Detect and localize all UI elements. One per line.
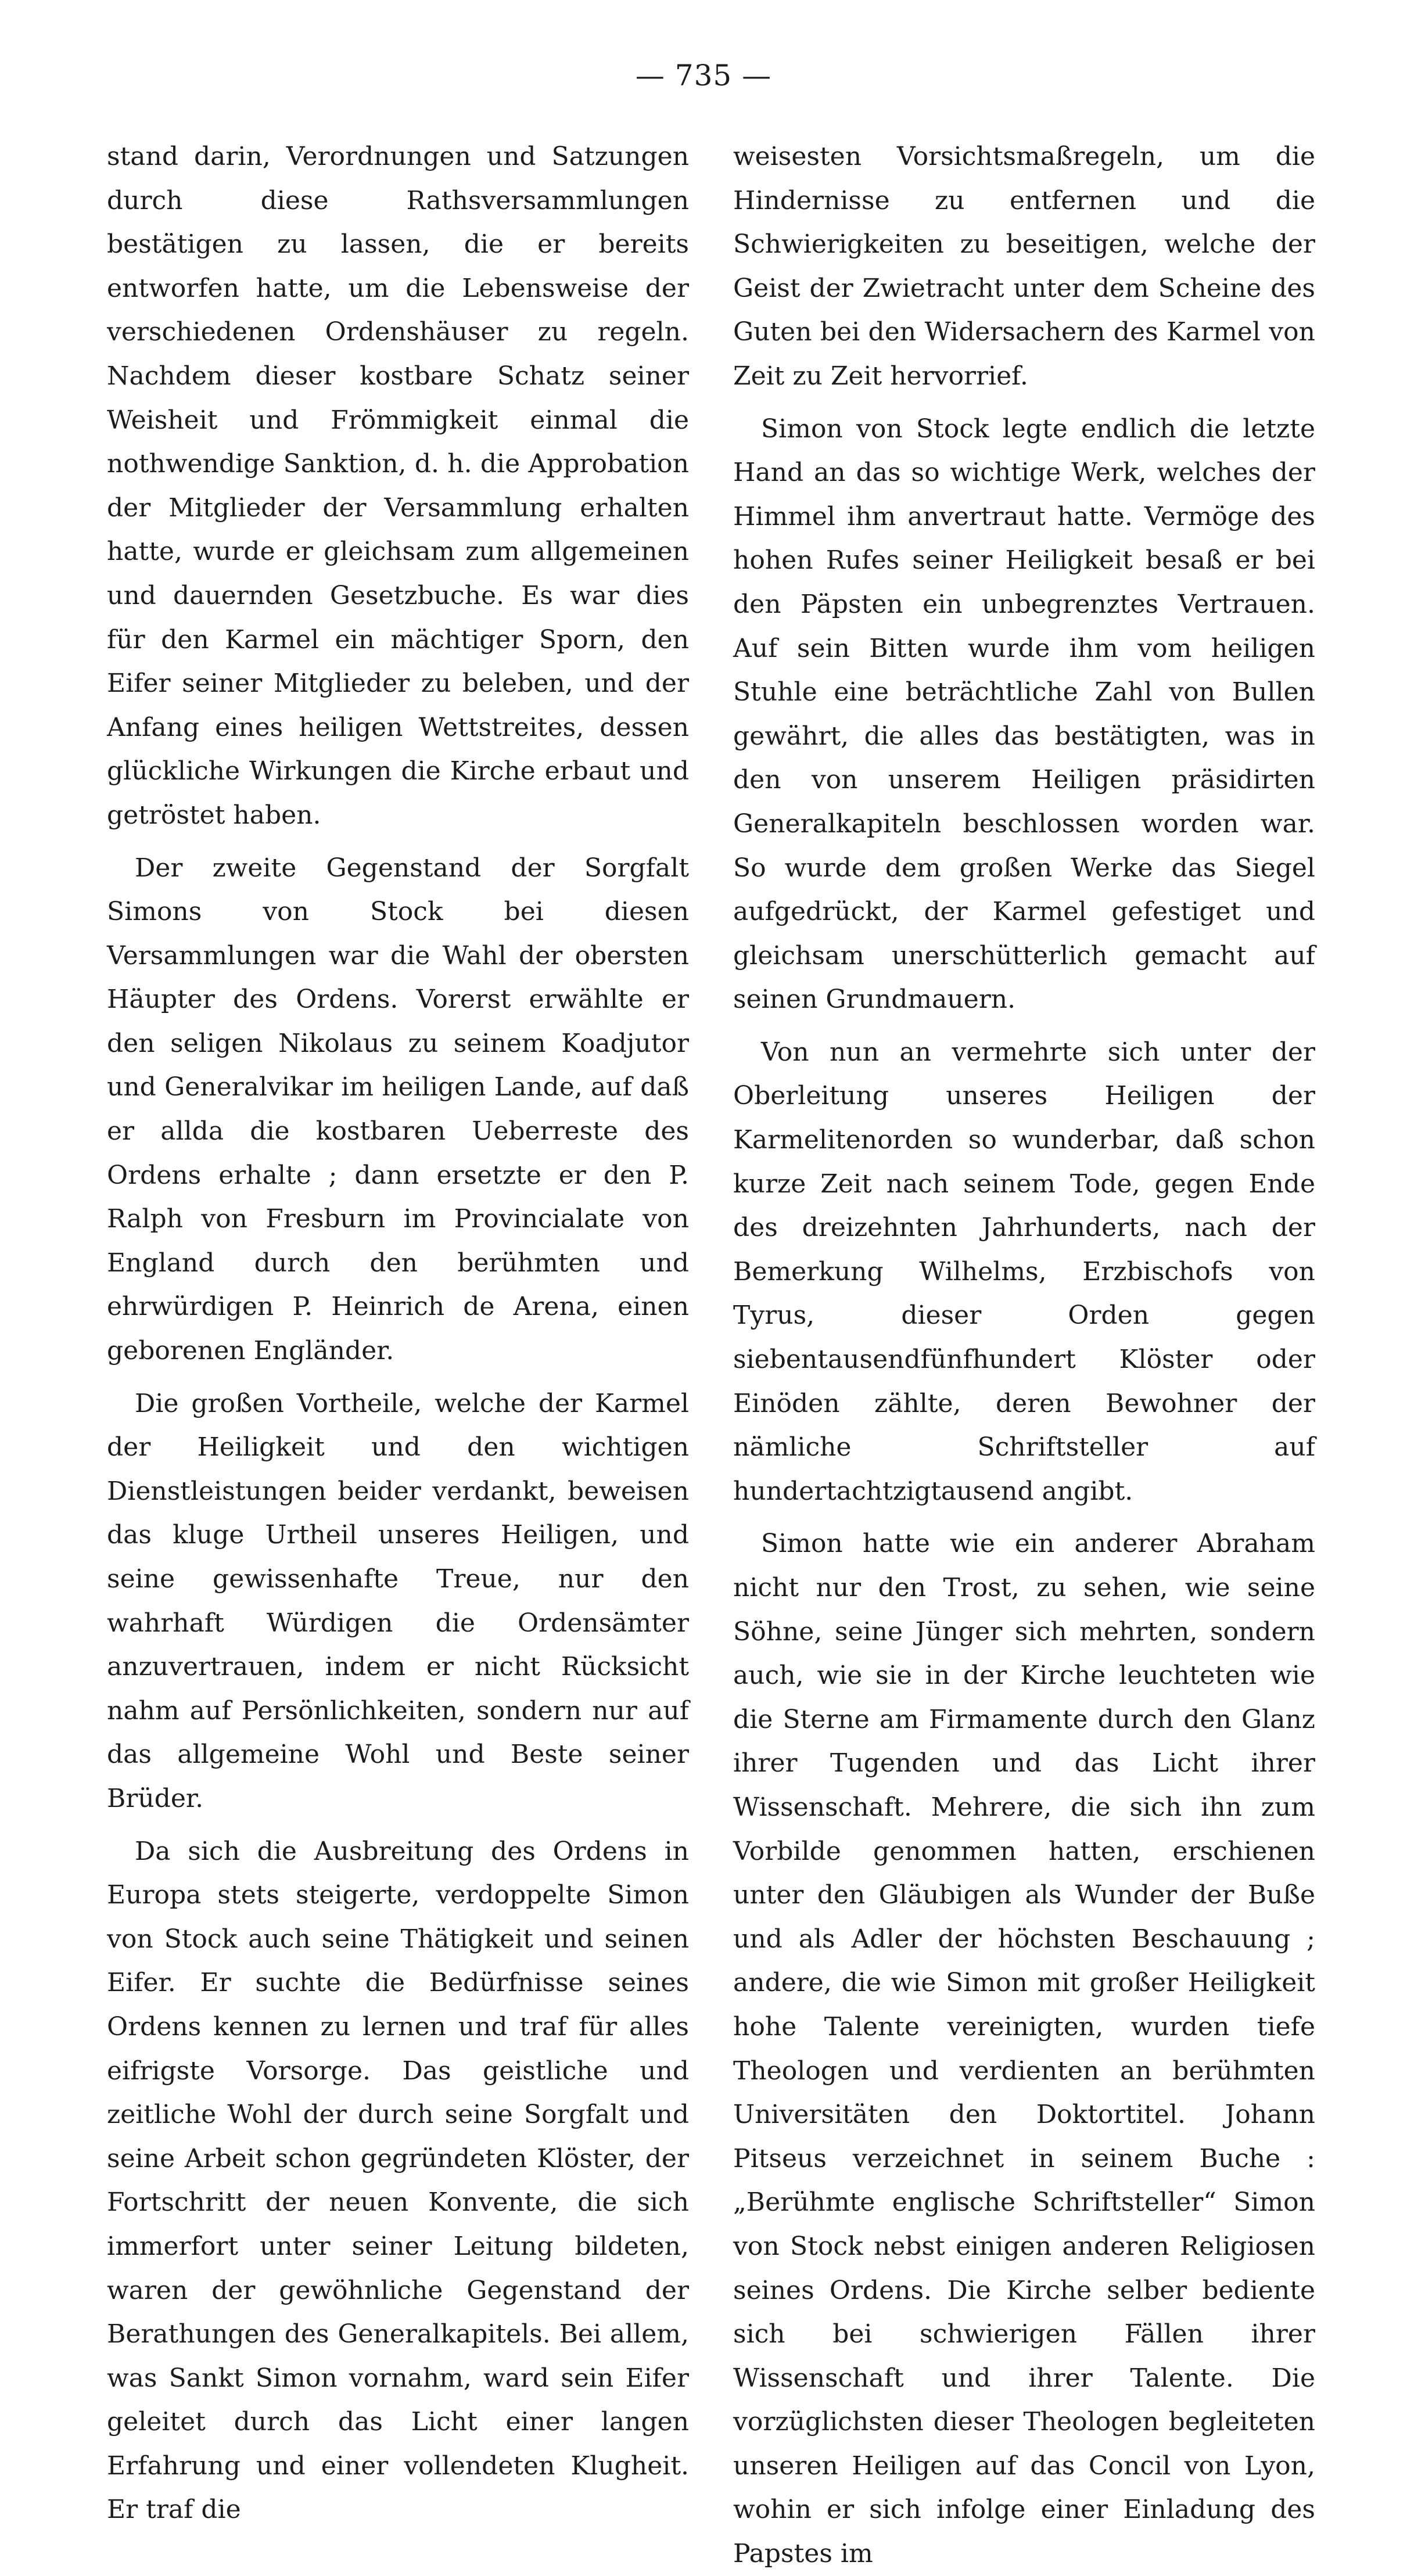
page-number: — 735 — <box>635 59 772 92</box>
paragraph: weisesten Vorsichtsmaßregeln, um die Hindernisse zu entfernen und die Schwierigkeiten zu beseitigen, welche der Geist der Zwietracht unter dem Scheine des Guten bei den Widersachern des Karmel von Zeit zu Zeit hervorrief. <box>733 142 1315 391</box>
paragraph: Der zweite Gegenstand der Sorgfalt Simons von Stock bei diesen Versammlungen war die Wahl der obersten Häupter des Ordens. Vorerst erwählte er den seligen Nikolaus zu seinem Koadjutor und Generalvikar im heiligen Lande, auf daß er allda die kostbaren Ueberreste des Ordens erhalte ; dann ersetzte er den P. Ralph von Fresburn im Provincialate von England durch den berühmten und ehrwürdigen P. Heinrich de Arena, einen geborenen Engländer. <box>107 853 689 1366</box>
paragraph: Da sich die Ausbreitung des Ordens in Europa stets steigerte, verdoppelte Simon von Stock auch seine Thätigkeit und seinen Eifer. Er suchte die Bedürfnisse seines Ordens kennen zu lernen und traf für alles eifrigste Vorsorge. Das geistliche und zeitliche Wohl der durch seine Sorgfalt und seine Arbeit schon gegründeten Klöster, der Fortschritt der neuen Konvente, die sich immerfort unter seiner Leitung bildeten, waren der gewöhnliche Gegenstand der Berathungen des Generalkapitels. Bei allem, was Sankt Simon vornahm, ward sein Eifer geleitet durch das Licht einer langen Erfahrung und einer vollendeten Klugheit. Er traf die <box>107 1836 689 2525</box>
paragraph: Simon von Stock legte endlich die letzte Hand an das so wichtige Werk, welches der Himmel ihm anvertraut hatte. Vermöge des hohen Rufes seiner Heiligkeit besaß er bei den Päpsten ein unbegrenztes Vertrauen. Auf sein Bitten wurde ihm vom heiligen Stuhle eine beträchtliche Zahl von Bullen gewährt, die alles das bestätigten, was in den von unserem Heiligen präsidirten Generalkapiteln beschlossen worden war. So wurde dem großen Werke das Siegel aufgedrückt, der Karmel gefestiget und gleichsam unerschütterlich gemacht auf seinen Grundmauern. <box>733 414 1315 1015</box>
paragraph: Von nun an vermehrte sich unter der Oberleitung unseres Heiligen der Karmelitenorden so wunderbar, daß schon kurze Zeit nach seinem Tode, gegen Ende des dreizehnten Jahrhunderts, nach der Bemerkung Wilhelms, Erzbischofs von Tyrus, dieser Orden gegen siebentausendfünfhundert Klöster oder Einöden zählte, deren Bewohner der nämliche Schriftsteller auf hundertachtzigtausend angibt. <box>733 1037 1315 1506</box>
paragraph: stand darin, Verordnungen und Satzungen durch diese Rathsversammlungen bestätigen zu lassen, die er bereits entworfen hatte, um die Lebensweise der verschiedenen Ordenshäuser zu regeln. Nachdem dieser kostbare Schatz seiner Weisheit und Frömmigkeit einmal die nothwendige Sanktion, d. h. die Approbation der Mitglieder der Versammlung erhalten hatte, wurde er gleichsam zum allgemeinen und dauernden Gesetzbuche. Es war dies für den Karmel ein mächtiger Sporn, den Eifer seiner Mitglieder zu beleben, und der Anfang eines heiligen Wettstreites, dessen glückliche Wirkungen die Kirche erbaut und getröstet haben. <box>107 142 689 830</box>
paragraph: Die großen Vortheile, welche der Karmel der Heiligkeit und den wichtigen Dienstleistungen beider verdankt, beweisen das kluge Urtheil unseres Heiligen, und seine gewissenhafte Treue, nur den wahrhaft Würdigen die Ordensämter anzuvertrauen, indem er nicht Rücksicht nahm auf Persönlichkeiten, sondern nur auf das allgemeine Wohl und Beste seiner Brüder. <box>107 1388 689 1813</box>
left-column <box>107 135 689 2541</box>
paragraph: Simon hatte wie ein anderer Abraham nicht nur den Trost, zu sehen, wie seine Söhne, seine Jünger sich mehrten, sondern auch, wie sie in der Kirche leuchteten wie die Sterne am Firmamente durch den Glanz ihrer Tugenden und das Licht ihrer Wissenschaft. Mehrere, die sich ihn zum Vorbilde genommen hatten, erschienen unter den Gläubigen als Wunder der Buße und als Adler der höchsten Beschauung ; andere, die wie Simon mit großer Heiligkeit hohe Talente vereinigten, wurden tiefe Theologen und verdienten an berühmten Universitäten den Doktortitel. Johann Pitseus verzeichnet in seinem Buche : „Berühmte englische Schriftsteller“ Simon von Stock nebst einigen anderen Religiosen seines Ordens. Die Kirche selber bediente sich bei schwierigen Fällen ihrer Wissenschaft und ihrer Talente. Die vorzüglichsten dieser Theologen begleiteten unseren Heiligen auf das Concil von Lyon, wohin er sich infolge einer Einladung des Papstes im <box>733 1529 1315 2569</box>
right-column <box>733 135 1315 2576</box>
